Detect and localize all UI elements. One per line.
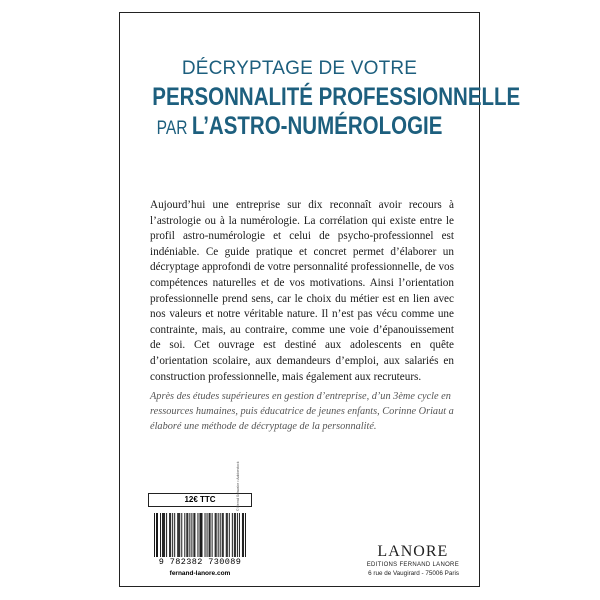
barcode-bar xyxy=(245,513,246,557)
barcode-bar xyxy=(186,513,187,557)
publisher-block xyxy=(367,543,459,577)
barcode-bar xyxy=(212,513,213,557)
barcode-bar xyxy=(215,513,216,557)
barcode-bar xyxy=(237,513,238,557)
barcode-bar xyxy=(239,513,240,557)
barcode-bar xyxy=(199,513,200,557)
barcode-bar xyxy=(216,513,217,557)
barcode-bar xyxy=(163,513,164,557)
barcode-bar xyxy=(154,513,155,557)
barcode-bar xyxy=(172,513,173,557)
barcode-bar xyxy=(229,513,230,557)
publisher-address: 6 rue de Vaugirard - 75006 Paris xyxy=(368,570,459,577)
barcode-bar xyxy=(166,513,167,557)
publisher-logo: LANORE xyxy=(377,543,449,560)
barcode-bar xyxy=(181,513,182,557)
title-line-1: DÉCRYPTAGE DE VOTRE xyxy=(181,58,418,79)
barcode-bar xyxy=(207,513,208,557)
barcode-bar xyxy=(193,513,194,557)
barcode-bar xyxy=(157,513,158,557)
barcode-bar xyxy=(218,513,219,557)
barcode-bar xyxy=(160,513,161,557)
barcode-bar xyxy=(177,513,178,557)
barcode-bar xyxy=(191,513,192,557)
barcode-bar xyxy=(179,513,180,557)
barcode xyxy=(154,513,246,557)
barcode-bar xyxy=(189,513,190,557)
book-description: Aujourd’hui une entreprise sur dix reconnaît avoir recours à l’astrologie ou à la numérologie. La corrélation qui existe entre le profil astro-numérologie et celui de psycho-professionnel est indéniable. Ce guide pratique et concret permet d’élaborer un décryptage approfondi de votre personnalité professionnelle, de vos compétences naturelles et de vos motivations. Ainsi l’orientation professionnelle prend sens, car le choix du métier est en lien avec nos valeurs et notre véritable nature. Il n’est pas vécu comme une contrainte, mais, au contraire, comme une voie d’épanouissement de soi. Cet ouvrage est destiné aux adolescents en quête d’orientation scolaire, aux demandeurs d’emploi, aux salariés en construction professionnelle, mais également aux recruteurs. xyxy=(150,199,454,383)
price-label: 12€ TTC xyxy=(148,493,252,507)
barcode-bar xyxy=(210,513,211,557)
title-line-3-main: L’ASTRO-NUMÉROLOGIE xyxy=(191,112,443,140)
barcode-bar xyxy=(162,513,163,557)
publisher-name: EDITIONS FERNAND LANORE xyxy=(366,562,459,568)
barcode-bar xyxy=(170,513,171,557)
barcode-bar xyxy=(232,513,233,557)
barcode-bar xyxy=(234,513,235,557)
title-line-3 xyxy=(152,112,446,141)
photo-credit: © Bernd Schwabe • Adobestock xyxy=(236,461,240,511)
barcode-bar xyxy=(227,513,228,557)
barcode-bar xyxy=(197,513,198,557)
barcode-bar xyxy=(235,513,236,557)
barcode-bar xyxy=(243,513,244,557)
barcode-bar xyxy=(220,513,221,557)
author-bio: Après des études supérieures en gestion d’entreprise, d’un 3ème cycle en ressources humaines, puis éducatrice de jeunes enfants, Corinne Oriaut a élaboré une méthode de décryptage de la personnalité. xyxy=(150,391,454,432)
publisher-website: fernand-lanore.com xyxy=(169,570,231,577)
barcode-bar xyxy=(202,513,203,557)
title-line-3-prefix: PAR xyxy=(156,118,192,139)
isbn-number: 9 782382 730089 xyxy=(158,557,242,567)
barcode-bar xyxy=(169,513,170,557)
barcode-bar xyxy=(174,513,175,557)
barcode-bar xyxy=(178,513,179,557)
barcode-bar xyxy=(201,513,202,557)
book-back-cover xyxy=(119,12,521,587)
barcode-bar xyxy=(205,513,206,557)
barcode-bar xyxy=(222,513,223,557)
title-line-2: PERSONNALITÉ PROFESSIONNELLE xyxy=(152,83,521,111)
barcode-bar xyxy=(184,513,185,557)
barcode-bar xyxy=(156,513,157,557)
barcode-bar xyxy=(209,513,210,557)
barcode-bar xyxy=(164,513,165,557)
barcode-bar xyxy=(223,513,224,557)
barcode-bar xyxy=(242,513,243,557)
barcode-bar xyxy=(187,513,188,557)
barcode-bar xyxy=(194,513,195,557)
barcode-bar xyxy=(226,513,227,557)
